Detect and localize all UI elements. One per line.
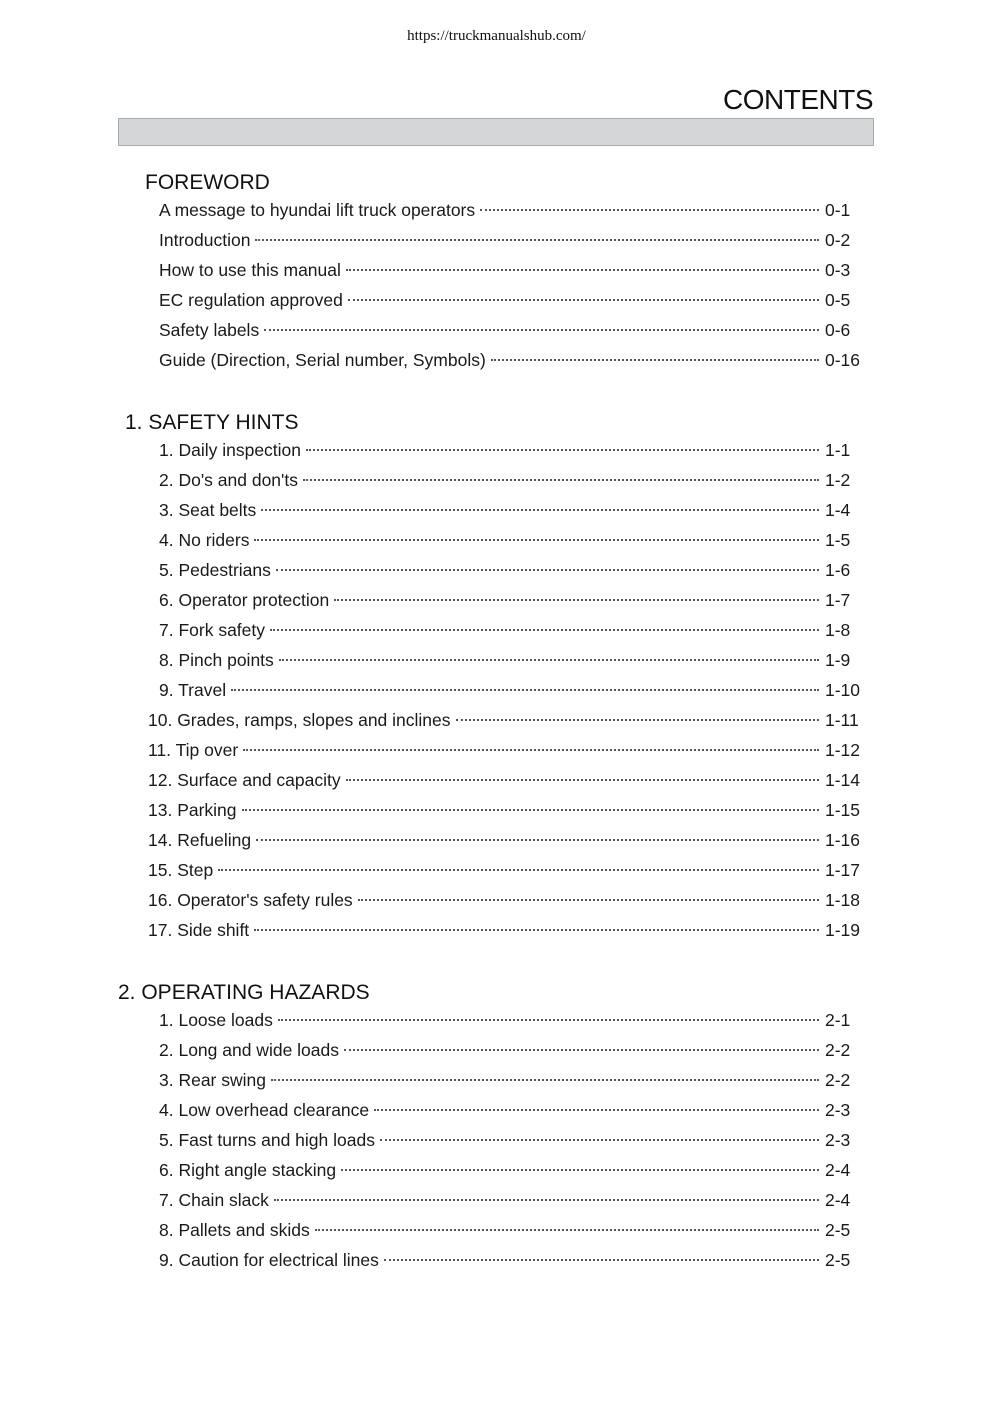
toc-entry-page-number: 0-2: [825, 230, 851, 250]
toc-entry-page-number: 2-5: [825, 1250, 851, 1270]
section-heading: 2. OPERATING HAZARDS: [118, 981, 370, 1004]
dot-leader: [242, 809, 819, 811]
toc-entry-label: Safety labels: [159, 320, 260, 340]
toc-entry-page-number: 1-10: [825, 680, 861, 700]
dot-leader: [344, 1049, 819, 1051]
dot-leader: [384, 1259, 819, 1261]
toc-entry-page-number: 1-16: [825, 830, 861, 850]
toc-entry-label: A message to hyundai lift truck operators: [159, 200, 476, 220]
toc-entry-label: 8. Pinch points: [159, 650, 274, 670]
toc-entry-page-number: 0-5: [825, 290, 851, 310]
toc-entry[interactable]: [148, 830, 865, 856]
section-heading: FOREWORD: [145, 171, 270, 194]
toc-entry-label: 8. Pallets and skids: [159, 1220, 310, 1240]
toc-entry-page-number: 1-9: [825, 650, 851, 670]
dot-leader: [255, 239, 819, 241]
page-title: CONTENTS: [723, 84, 873, 115]
toc-entry-label: 16. Operator's safety rules: [148, 890, 353, 910]
dot-leader: [380, 1139, 819, 1141]
title-rule-bar: [118, 118, 874, 146]
toc-entry-page-number: 2-3: [825, 1100, 851, 1120]
toc-entry-page-number: 2-3: [825, 1130, 851, 1150]
toc-entry-page-number: 2-2: [825, 1040, 851, 1060]
toc-entry-page-number: 1-7: [825, 590, 851, 610]
toc-entry-page-number: 1-12: [825, 740, 861, 760]
toc-entry-label: 5. Pedestrians: [159, 560, 271, 580]
toc-entry-label: How to use this manual: [159, 260, 341, 280]
toc-entry[interactable]: [159, 1130, 865, 1156]
toc-entry[interactable]: [148, 710, 865, 736]
dot-leader: [254, 539, 819, 541]
toc-entry-page-number: 0-1: [825, 200, 851, 220]
toc-entry[interactable]: [159, 680, 865, 706]
dot-leader: [261, 509, 819, 511]
dot-leader: [341, 1169, 819, 1171]
dot-leader: [279, 659, 819, 661]
toc-entry-page-number: 1-4: [825, 500, 851, 520]
toc-entry[interactable]: [159, 290, 865, 316]
toc-entry-page-number: 1-19: [825, 920, 861, 940]
toc-entry-page-number: 1-8: [825, 620, 851, 640]
section-heading: 1. SAFETY HINTS: [125, 411, 299, 434]
toc-entry-page-number: 1-1: [825, 440, 851, 460]
toc-entry-label: 13. Parking: [148, 800, 237, 820]
toc-entry[interactable]: [159, 620, 865, 646]
dot-leader: [480, 209, 819, 211]
toc-entry-label: 7. Fork safety: [159, 620, 266, 640]
toc-entry[interactable]: [148, 800, 865, 826]
dot-leader: [334, 599, 819, 601]
toc-entry[interactable]: [159, 320, 865, 346]
toc-entry-page-number: 1-17: [825, 860, 861, 880]
toc-entry[interactable]: [148, 920, 865, 946]
toc-entry[interactable]: [159, 1190, 865, 1216]
dot-leader: [231, 689, 819, 691]
toc-entry-page-number: 0-3: [825, 260, 851, 280]
toc-entry-label: 4. No riders: [159, 530, 250, 550]
toc-entry-page-number: 2-2: [825, 1070, 851, 1090]
toc-entry-page-number: 0-16: [825, 350, 861, 370]
toc-entry-label: 14. Refueling: [148, 830, 252, 850]
toc-entry-page-number: 2-4: [825, 1190, 851, 1210]
toc-entry-label: 9. Caution for electrical lines: [159, 1250, 379, 1270]
toc-entry-label: 17. Side shift: [148, 920, 250, 940]
dot-leader: [270, 629, 819, 631]
source-url: https://truckmanualshub.com/: [407, 28, 586, 44]
toc-entry[interactable]: [148, 740, 865, 766]
toc-entry-label: 6. Operator protection: [159, 590, 330, 610]
dot-leader: [346, 779, 819, 781]
toc-entry-page-number: 1-11: [825, 710, 859, 730]
dot-leader: [271, 1079, 819, 1081]
toc-entry[interactable]: [159, 1100, 865, 1126]
toc-entry-label: 1. Loose loads: [159, 1010, 273, 1030]
dot-leader: [456, 719, 819, 721]
toc-entry[interactable]: [159, 1070, 865, 1096]
toc-entry-label: EC regulation approved: [159, 290, 343, 310]
toc-entry[interactable]: [159, 1040, 865, 1066]
toc-entry-label: 12. Surface and capacity: [148, 770, 341, 790]
dot-leader: [346, 269, 819, 271]
toc-entry[interactable]: [159, 230, 865, 256]
toc-entry-label: 5. Fast turns and high loads: [159, 1130, 375, 1150]
toc-entry[interactable]: [159, 650, 865, 676]
dot-leader: [315, 1229, 819, 1231]
toc-entry[interactable]: [159, 260, 865, 286]
toc-entry-page-number: 1-14: [825, 770, 861, 790]
toc-entry[interactable]: [159, 470, 865, 496]
toc-entry[interactable]: [159, 1250, 865, 1276]
toc-entry-page-number: 1-6: [825, 560, 851, 580]
toc-entry-label: 3. Rear swing: [159, 1070, 266, 1090]
dot-leader: [243, 749, 819, 751]
dot-leader: [254, 929, 819, 931]
toc-entry-label: Introduction: [159, 230, 251, 250]
toc-entry[interactable]: [159, 530, 865, 556]
toc-entry-label: 1. Daily inspection: [159, 440, 302, 460]
toc-entry[interactable]: [159, 200, 865, 226]
toc-entry-label: 15. Step: [148, 860, 214, 880]
dot-leader: [274, 1199, 819, 1201]
toc-entry[interactable]: [159, 1160, 865, 1186]
toc-entry-page-number: 1-2: [825, 470, 851, 490]
toc-entry-page-number: 2-5: [825, 1220, 851, 1240]
toc-entry[interactable]: [159, 1220, 865, 1246]
toc-entry-label: 4. Low overhead clearance: [159, 1100, 370, 1120]
toc-entry-page-number: 1-18: [825, 890, 861, 910]
dot-leader: [303, 479, 819, 481]
dot-leader: [491, 359, 819, 361]
toc-entry-label: 11. Tip over: [148, 740, 239, 760]
dot-leader: [276, 569, 819, 571]
toc-entry[interactable]: [148, 890, 865, 916]
toc-entry[interactable]: [159, 440, 865, 466]
dot-leader: [256, 839, 819, 841]
toc-entry-page-number: 2-4: [825, 1160, 851, 1180]
dot-leader: [264, 329, 819, 331]
toc-entry-label: 6. Right angle stacking: [159, 1160, 337, 1180]
toc-entry[interactable]: [159, 500, 865, 526]
toc-entry[interactable]: [148, 770, 865, 796]
toc-entry-label: 10. Grades, ramps, slopes and inclines: [148, 710, 451, 730]
dot-leader: [306, 449, 819, 451]
dot-leader: [218, 869, 819, 871]
dot-leader: [278, 1019, 819, 1021]
toc-entry-page-number: 0-6: [825, 320, 851, 340]
dot-leader: [374, 1109, 819, 1111]
toc-entry[interactable]: [159, 560, 865, 586]
toc-entry-label: 2. Do's and don'ts: [159, 470, 298, 490]
toc-entry-label: Guide (Direction, Serial number, Symbols): [159, 350, 486, 370]
toc-entry-page-number: 1-15: [825, 800, 861, 820]
dot-leader: [358, 899, 819, 901]
toc-entry-label: 2. Long and wide loads: [159, 1040, 339, 1060]
toc-entry-page-number: 2-1: [825, 1010, 851, 1030]
toc-entry-page-number: 1-5: [825, 530, 851, 550]
dot-leader: [348, 299, 819, 301]
toc-entry[interactable]: [159, 590, 865, 616]
toc-entry-label: 7. Chain slack: [159, 1190, 269, 1210]
toc-entry[interactable]: [159, 350, 865, 376]
toc-entry-label: 3. Seat belts: [159, 500, 257, 520]
toc-entry-label: 9. Travel: [159, 680, 227, 700]
toc-entry[interactable]: [159, 1010, 865, 1036]
toc-entry[interactable]: [148, 860, 865, 886]
